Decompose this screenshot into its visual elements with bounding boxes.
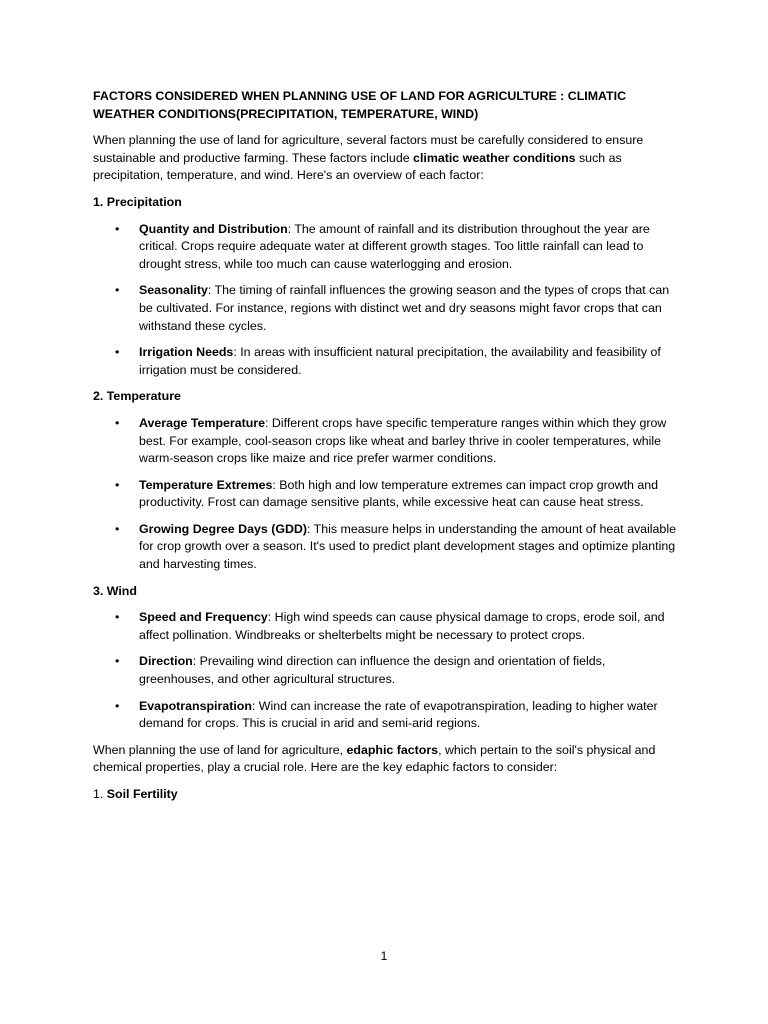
item-term: Speed and Frequency [139,610,268,625]
section-heading-wind: 3. Wind [93,583,137,598]
list-item [139,282,678,335]
item-text: : Prevailing wind direction can influence the design and orientation of fields, greenhouses, and other agricultural structures. [139,654,606,687]
section-heading-temperature: 2. Temperature [93,389,181,404]
item-term: Evapotranspiration [139,698,252,713]
item-term: Quantity and Distribution [139,221,288,236]
list-item [139,521,678,574]
edaphic-text-end: , which pertain to the soil's physical and chemical properties, play a crucial role. Here are the key edaphic factors to consider: [93,742,656,775]
precipitation-list [93,221,678,380]
list-item [139,609,678,644]
item-term: Direction [139,654,193,669]
item-text: : Different crops have specific temperature ranges within which they grow best. For example, cool-season crops like wheat and barley thrive in cooler temperatures, while warm-season crops like maize and rice prefer warmer conditions. [139,415,667,466]
intro-text-start: When planning the use of land for agriculture, several factors must be carefully considered to ensure sustainable and productive farming. These factors include [93,133,644,165]
item-text: : Both high and low temperature extremes can impact crop growth and productivity. Frost can damage sensitive plants, while excessive heat can cause heat stress. [139,477,659,510]
soil-heading-label: Soil Fertility [106,787,178,801]
document-body [93,88,678,813]
item-text: : This measure helps in understanding the amount of heat available for crop growth over a season. It's used to predict plant development stages and optimize planting and harvesting times. [139,521,676,572]
item-text: : The timing of rainfall influences the growing season and the types of crops that can be cultivated. For instance, regions with distinct wet and dry seasons might favor crops that can withstand these cycles. [139,283,670,333]
item-term: Average Temperature [139,415,266,430]
list-item [139,221,678,274]
list-item [139,653,678,688]
list-item [139,477,678,512]
list-item [139,344,678,379]
temperature-list [93,415,678,574]
item-text: : High wind speeds can cause physical damage to crops, erode soil, and affect pollination. Windbreaks or shelterbelts might be necessary to protect crops. [139,610,665,642]
list-item [139,698,678,733]
edaphic-bold-term: edaphic factors [346,742,439,757]
intro-bold-term: climatic weather conditions [413,150,576,165]
soil-fertility-heading [93,786,678,804]
item-text: : The amount of rainfall and its distribution throughout the year are critical. Crops require adequate water at different growth stages. Too little rainfall can lead to drought stress, while too much can cause waterlogging and erosion. [139,221,650,271]
intro-text-end: such as precipitation, temperature, and wind. Here's an overview of each factor: [93,150,622,183]
soil-heading-number: 1. [93,787,107,801]
item-text: : Wind can increase the rate of evapotranspiration, leading to higher water demand for crops. This is crucial in arid and semi-arid regions. [139,698,658,731]
item-term: Seasonality [139,283,208,298]
item-text: : In areas with insufficient natural precipitation, the availability and feasibility of irrigation must be considered. [139,345,661,377]
item-term: Temperature Extremes [139,477,273,492]
edaphic-paragraph [93,742,678,777]
section-heading-precipitation: 1. Precipitation [93,194,182,209]
list-item [139,415,678,468]
edaphic-text-start: When planning the use of land for agriculture, [93,742,347,757]
document-title: FACTORS CONSIDERED WHEN PLANNING USE OF LAND FOR AGRICULTURE : CLIMATIC WEATHER CONDITIONS(PRECIPITATION, TEMPERATURE, WIND) [93,89,627,121]
intro-paragraph [93,132,678,185]
item-term: Irrigation Needs [139,345,234,360]
wind-list [93,609,678,733]
item-term: Growing Degree Days (GDD) [139,521,307,536]
page-number: 1 [380,949,388,963]
